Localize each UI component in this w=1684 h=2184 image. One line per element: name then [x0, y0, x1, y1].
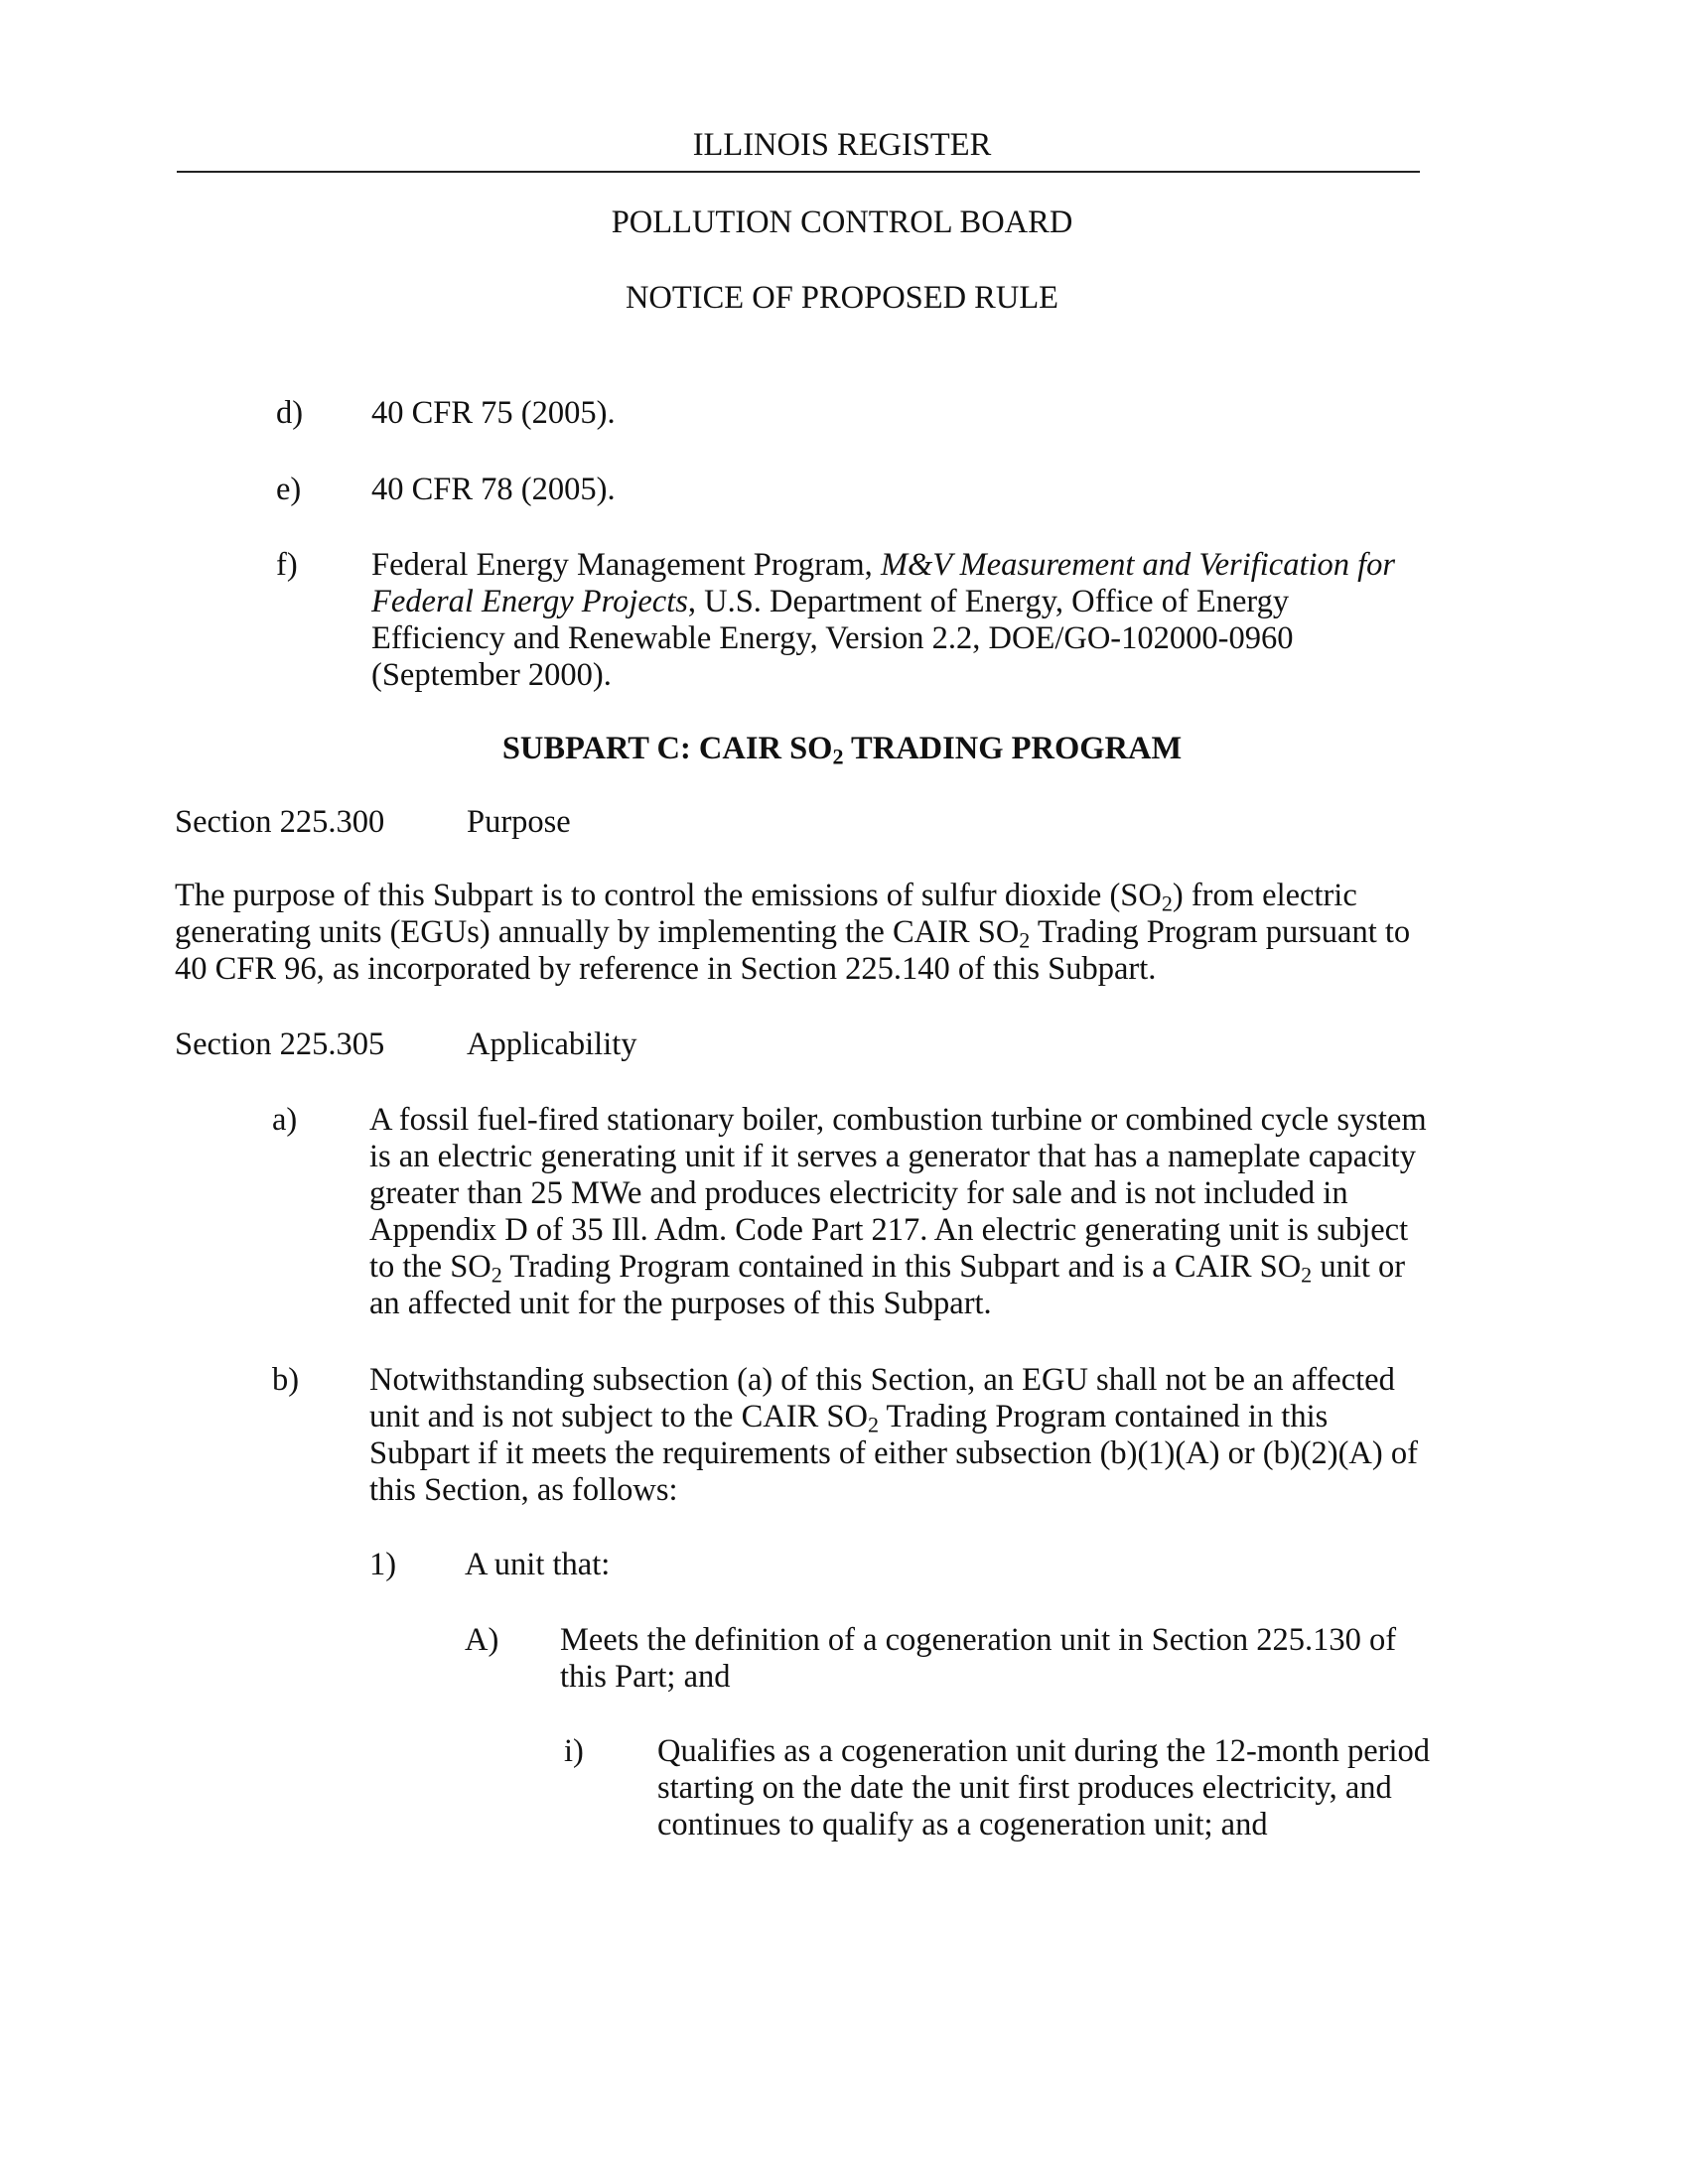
sec305-a-text: A fossil fuel-fired stationary boiler, combustion turbine or combined cycle system is an electric generating unit if it serves a generator that has a nameplate capacity greater than 25 MWe and produces electricity for sale and is not included in Appendix D of 35 Ill. Adm. Code Part 217. An electric generating unit is subject to the $SO_2$ Trading Program contained in this Subpart and is a CAIR $SO_2$ unit or an affected unit for the purposes of this Subpart.	[369, 1102, 1427, 1321]
ref-f-title-l1: M&V Measurement and Verification for	[880, 547, 1396, 583]
ref-f-l3: Efficiency and Renewable Energy, Version 2.2, DOE/GO-102000-0960	[371, 620, 1294, 656]
sec305-b1A-text: Meets the definition of a cogeneration unit in Section 225.130 of this Part; and	[560, 1622, 1397, 1695]
sec305-b1-label: 1)	[369, 1547, 397, 1582]
sec305-b-text: Notwithstanding subsection (a) of this Section, an EGU shall not be an affected unit and is not subject to the CAIR $SO_2$ Trading Program contained in this Subpart if it meets the requirements of either subsection (b)(1)(A) or (b)(2)(A) of this Section, as follows:	[369, 1362, 1418, 1508]
ref-f-text	[371, 547, 1395, 694]
subpart-heading: SUBPART C: CAIR $SO_2$ TRADING PROGRAM	[501, 731, 1183, 769]
sec305-b-label: b)	[272, 1362, 300, 1398]
ref-f-label: f)	[276, 547, 298, 583]
sec305-number: Section 225.305	[175, 1026, 385, 1062]
sec305-a-label: a)	[272, 1102, 298, 1138]
sec300-title: Purpose	[467, 804, 571, 840]
ref-e-text: 40 CFR 78 (2005).	[371, 472, 616, 507]
ref-d-label: d)	[276, 395, 304, 431]
ref-f-pre: Federal Energy Management Program,	[371, 547, 881, 583]
register-title: ILLINOIS REGISTER	[692, 127, 992, 163]
ref-d-text: 40 CFR 75 (2005).	[371, 395, 616, 431]
sec305-b1-text: A unit that:	[465, 1547, 611, 1582]
sec305-title: Applicability	[467, 1026, 637, 1062]
sec305-b1A-label: A)	[465, 1622, 499, 1658]
sec305-b1Ai-text: Qualifies as a cogeneration unit during the 12-month period starting on the date the unit first produces electricity, and continues to qualify as a cogeneration unit; and	[657, 1733, 1430, 1843]
ref-f-title-l2: Federal Energy Projects	[371, 584, 688, 619]
board-title: POLLUTION CONTROL BOARD	[611, 205, 1073, 240]
ref-f-l4: (September 2000).	[371, 657, 612, 693]
ref-f-post: , U.S. Department of Energy, Office of Energy	[687, 584, 1290, 619]
header-rule	[177, 171, 1420, 173]
sec300-number: Section 225.300	[175, 804, 385, 840]
sec300-body: The purpose of this Subpart is to control the emissions of sulfur dioxide $(SO_2)$ from electric generating units (EGUs) annually by implementing the CAIR $SO_2$ Trading Program pursuant to 40 CFR 96, as incorporated by reference in Section 225.140 of this Subpart.	[175, 878, 1411, 987]
notice-title: NOTICE OF PROPOSED RULE	[625, 280, 1059, 316]
ref-e-label: e)	[276, 472, 302, 507]
sec305-b1Ai-label: i)	[564, 1733, 584, 1769]
